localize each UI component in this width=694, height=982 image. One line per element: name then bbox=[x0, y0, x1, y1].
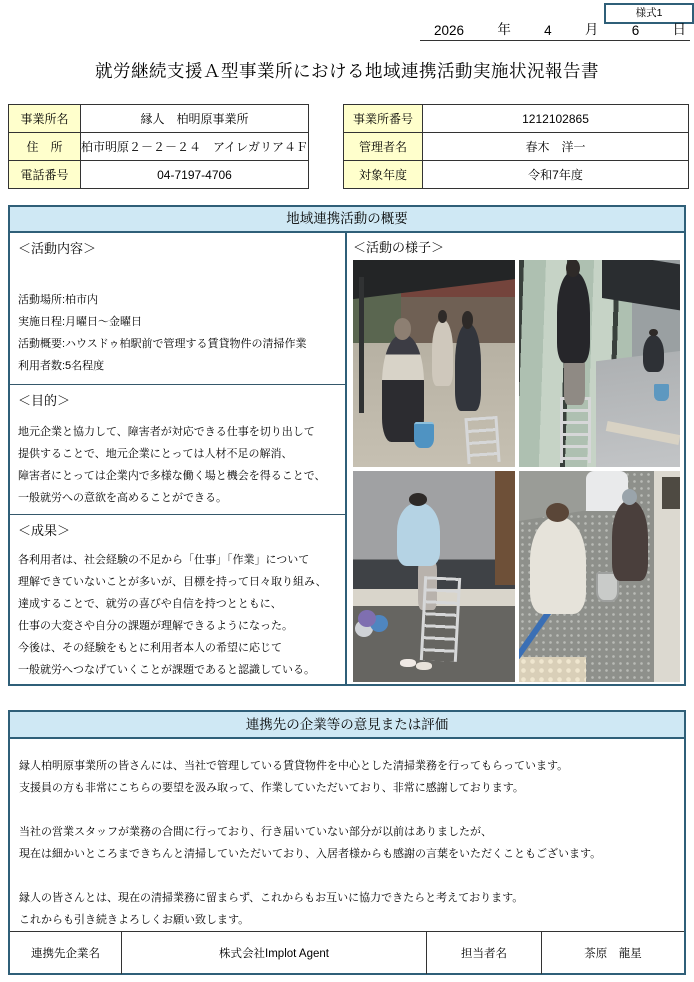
manager-name-value: 春木 洋一 bbox=[423, 133, 689, 161]
stepladder-shape bbox=[420, 576, 461, 662]
person-figure bbox=[455, 324, 481, 411]
date-month: 4 bbox=[544, 23, 552, 38]
office-phone-value: 04-7197-4706 bbox=[81, 161, 309, 189]
page-title: 就労継続支援Ａ型事業所における地域連携活動実施状況報告書 bbox=[95, 61, 599, 81]
feedback-line: 縁人柏明原事業所の皆さんには、当社で管理している賃貸物件を中心とした清掃業務を行ってもらっています。 bbox=[19, 760, 569, 772]
photo-shape bbox=[662, 477, 680, 509]
office-address-label: 住 所 bbox=[9, 133, 81, 161]
office-number-value: 1212102865 bbox=[423, 105, 689, 133]
result-line: 各利用者は、社会経験の不足から「仕事」「作業」について bbox=[18, 554, 310, 566]
overview-section-header: 地域連携活動の概要 bbox=[10, 207, 684, 233]
purpose-lines bbox=[18, 421, 337, 509]
partner-company-label: 連携先企業名 bbox=[10, 932, 122, 974]
partner-footer-row bbox=[10, 931, 684, 974]
activity-line: 利用者数:5名程度 bbox=[18, 360, 105, 372]
photo-yard-hose-cleaning bbox=[353, 260, 515, 467]
purpose-line: 障害者にとっては企業内で多様な働く場と機会を得ることで、 bbox=[18, 470, 326, 482]
activity-line: 活動概要:ハウスドゥ柏駅前で管理する賃貸物件の清掃作業 bbox=[18, 338, 307, 350]
contact-person-value: 茶原 龍星 bbox=[584, 948, 642, 960]
office-number-label: 事業所番号 bbox=[344, 105, 423, 133]
result-lines bbox=[18, 549, 337, 681]
feedback-line: 当社の営業スタッフが業務の合間に行っており、行き届いていない部分が以前はありましたが、 bbox=[19, 826, 492, 838]
stepladder-shape bbox=[464, 416, 501, 464]
feedback-text bbox=[10, 739, 684, 931]
feedback-line: 支援員の方も非常にこちらの要望を汲み取って、作業していただいており、非常に感謝しております。 bbox=[19, 782, 524, 794]
date-year-unit: 年 bbox=[497, 22, 511, 37]
feedback-section-header: 連携先の企業等の意見または評価 bbox=[10, 712, 684, 739]
office-name-label: 事業所名 bbox=[9, 105, 81, 133]
office-info-table-left bbox=[8, 104, 309, 189]
stepladder-shape bbox=[560, 397, 590, 463]
contact-person-label: 担当者名 bbox=[427, 932, 542, 974]
person-figure bbox=[432, 320, 453, 386]
date-year: 2026 bbox=[434, 23, 465, 38]
date-day-unit: 日 bbox=[672, 22, 686, 37]
office-info-table-right bbox=[343, 104, 689, 189]
blank-line bbox=[19, 865, 675, 887]
purpose-line: 地元企業と協力して、障害者が対応できる仕事を切り出して bbox=[18, 426, 315, 438]
photo-ledge-brush-cleaning bbox=[353, 471, 515, 682]
overview-section bbox=[8, 205, 686, 686]
date-day: 6 bbox=[631, 23, 640, 38]
result-line: 理解できていないことが多いが、目標を持って日々取り組み、 bbox=[18, 576, 327, 588]
bucket-shape bbox=[654, 384, 669, 401]
activity-heading: ＜活動内容＞ bbox=[18, 241, 97, 256]
cleaning-tools-shape bbox=[358, 610, 376, 627]
photo-grid bbox=[353, 260, 680, 682]
person-figure bbox=[557, 272, 589, 363]
office-name-value: 縁人 柏明原事業所 bbox=[81, 105, 309, 133]
overview-text-column bbox=[10, 233, 347, 686]
activity-lines bbox=[18, 289, 337, 377]
photo-shape bbox=[596, 351, 680, 467]
feedback-section bbox=[8, 710, 686, 975]
form-number-badge: 様式1 bbox=[604, 3, 694, 24]
bucket-shape bbox=[414, 422, 433, 449]
blank-line bbox=[19, 799, 675, 821]
photo-window-ladder-cleaning bbox=[519, 260, 681, 467]
overview-body bbox=[10, 233, 684, 686]
manager-name-label: 管理者名 bbox=[344, 133, 423, 161]
result-line: 達成することで、就労の喜びや自信を持つとともに、 bbox=[18, 598, 282, 610]
activity-line: 活動場所:柏市内 bbox=[18, 294, 99, 306]
person-figure bbox=[612, 501, 648, 581]
photo-gravel-ground-cleaning bbox=[519, 471, 681, 682]
feedback-line: 現在は細かいところまできちんと清掃していただいており、入居者様からも感謝の言葉をいただくこともございます。 bbox=[19, 848, 602, 860]
photos-heading: ＜活動の様子＞ bbox=[353, 240, 445, 255]
result-line: 一般就労へつなげていくことが課題であると認識している。 bbox=[18, 664, 315, 676]
result-heading: ＜成果＞ bbox=[18, 523, 71, 538]
person-figure bbox=[643, 335, 664, 372]
photo-shape bbox=[495, 471, 514, 585]
report-date bbox=[420, 20, 690, 41]
result-line: 仕事の大変さや自分の課題が理解できるようになった。 bbox=[18, 620, 293, 632]
purpose-heading: ＜目的＞ bbox=[18, 393, 71, 408]
photo-shape bbox=[359, 277, 364, 414]
partner-company-value: 株式会社Implot Agent bbox=[122, 932, 427, 974]
target-year-value: 令和7年度 bbox=[423, 161, 689, 189]
person-figure bbox=[530, 517, 587, 614]
date-month-unit: 月 bbox=[584, 22, 599, 37]
office-phone-label: 電話番号 bbox=[9, 161, 81, 189]
shoes-shape bbox=[400, 659, 416, 667]
feedback-line: これからも引き続きよろしくお願い致します。 bbox=[19, 914, 250, 926]
target-year-label: 対象年度 bbox=[344, 161, 423, 189]
purpose-block bbox=[10, 384, 345, 514]
purpose-line: 一般就労への意欲を高めることができる。 bbox=[18, 492, 227, 504]
purpose-line: 提供することで、地元企業にとっては人材不足の解消、 bbox=[18, 448, 293, 460]
result-block bbox=[10, 514, 345, 686]
person-figure bbox=[397, 503, 441, 566]
photo-shape bbox=[519, 657, 587, 682]
photos-column bbox=[347, 233, 684, 686]
office-address-value: 柏市明原２－２－２４ アイレガリア４Ｆ bbox=[81, 133, 309, 161]
result-line: 今後は、その経験をもとに利用者本人の希望に応じて bbox=[18, 642, 282, 654]
feedback-line: 縁人の皆さんとは、現在の清掃業務に留まらず、これからもお互いに協力できたらと考えております。 bbox=[19, 892, 524, 904]
activity-line: 実施日程:月曜日～金曜日 bbox=[18, 316, 143, 328]
activity-block bbox=[10, 233, 345, 384]
